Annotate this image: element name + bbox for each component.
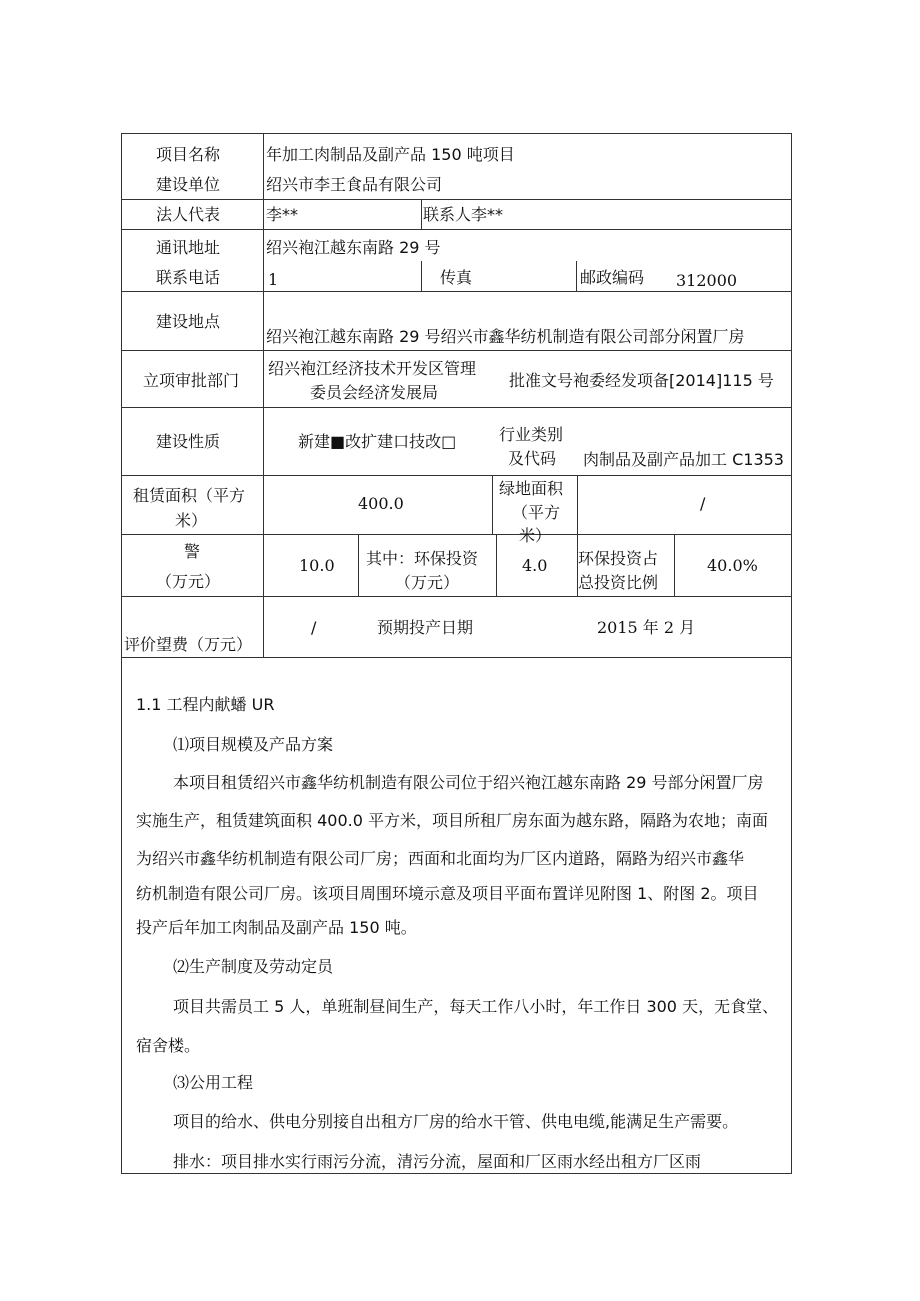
invest-label-line1: 警: [184, 542, 201, 561]
col-divider: [421, 199, 422, 229]
row-divider: [121, 596, 792, 597]
postcode-value: 312000: [676, 271, 738, 290]
env-ratio-label-line1: 环保投资占: [578, 549, 659, 568]
green-area-label-line3: 米）: [519, 526, 552, 545]
invest-label-line2: （万元）: [156, 572, 221, 591]
paragraph-line: 为绍兴市鑫华纺机制造有限公司厂房；西面和北面均为厂区内道路，隔路为绍兴市鑫华: [136, 849, 745, 868]
approval-dept-line2: 委员会经济发展局: [310, 383, 439, 402]
subheading-staffing: ⑵生产制度及劳动定员: [173, 957, 334, 976]
site-label: 建设地点: [156, 312, 221, 331]
rent-area-label-line2: 米）: [175, 511, 208, 530]
operation-date-value: 2015 年 2 月: [597, 618, 696, 637]
paragraph-line: 宿舍楼。: [136, 1036, 201, 1055]
col-divider: [496, 534, 497, 596]
green-area-value: /: [700, 494, 706, 513]
builder-label: 建设单位: [156, 175, 221, 194]
contact-person: 联系人李**: [423, 205, 504, 224]
legal-rep-value: 李**: [266, 205, 299, 224]
row-divider: [121, 199, 792, 200]
paragraph-line: 项目共需员工 5 人，单班制昼间生产，每天工作八小时，年工作日 300 天，无食堂、: [173, 997, 779, 1016]
green-area-label-line1: 绿地面积: [499, 479, 564, 498]
col-divider: [358, 534, 359, 596]
row-divider: [121, 350, 792, 351]
operation-date-label: 预期投产日期: [377, 618, 474, 637]
row-divider: [121, 291, 792, 292]
phone-value: 1: [268, 270, 279, 289]
postcode-label: 邮政编码: [580, 268, 645, 287]
col-divider: [263, 133, 264, 657]
legal-rep-label: 法人代表: [156, 205, 221, 224]
nature-value: 新建■改扩建口技改□: [298, 432, 457, 451]
subheading-utilities: ⑶公用工程: [173, 1073, 254, 1092]
rent-area-value: 400.0: [358, 494, 404, 513]
row-divider: [121, 534, 792, 535]
subheading-scale: ⑴项目规模及产品方案: [173, 735, 334, 754]
paragraph-line: 纺机制造有限公司厂房。该项目周围环境示意及项目平面布置详见附图 1、附图 2。项目: [136, 884, 759, 903]
nature-label: 建设性质: [156, 432, 221, 451]
industry-label-line1: 行业类别: [499, 425, 564, 444]
site-value: 绍兴袍江越东南路 29 号绍兴市鑫华纺机制造有限公司部分闲置厂房: [266, 327, 745, 346]
col-divider: [577, 475, 578, 534]
col-divider: [674, 534, 675, 596]
paragraph-line: 本项目租赁绍兴市鑫华纺机制造有限公司位于绍兴袍江越东南路 29 号部分闲置厂房: [173, 773, 764, 792]
env-ratio-value: 40.0%: [707, 556, 758, 575]
industry-label-line2: 及代码: [508, 449, 557, 468]
paragraph-line: 项目的给水、供电分别接自出租方厂房的给水干管、供电电缆,能满足生产需要。: [173, 1112, 739, 1131]
eval-fee-value: /: [311, 618, 317, 637]
env-ratio-label-line2: 总投资比例: [578, 573, 659, 592]
phone-label: 联系电话: [156, 268, 221, 287]
row-divider: [121, 407, 792, 408]
industry-value: 肉制品及副产品加工 C1353: [583, 450, 784, 469]
paragraph-line: 排水：项目排水实行雨污分流，清污分流，屋面和厂区雨水经出租方厂区雨: [173, 1152, 702, 1171]
section-title: 1.1 工程内献蟠 UR: [136, 695, 275, 714]
rent-area-label-line1: 租赁面积（平方: [133, 486, 246, 505]
env-invest-label-line1: 其中：环保投资: [366, 549, 479, 568]
paragraph-line: 实施生产，租赁建筑面积 400.0 平方米，项目所租厂房东面为越东路，隔路为农地；南面: [136, 811, 768, 830]
green-area-clip: [492, 526, 577, 545]
approval-number: 批准文号袍委经发项备[2014]115 号: [509, 371, 774, 390]
row-divider: [121, 229, 792, 230]
row-divider: [121, 475, 792, 476]
builder-value: 绍兴市李王食品有限公司: [266, 175, 443, 194]
paragraph-line: 投产后年加工肉制品及副产品 150 吨。: [136, 918, 417, 937]
address-label: 通讯地址: [156, 238, 221, 257]
env-invest-value: 4.0: [522, 556, 548, 575]
address-value: 绍兴袍江越东南路 29 号: [266, 238, 441, 257]
approval-dept-line1: 绍兴袍江经济技术开发区管理: [268, 359, 477, 378]
col-divider: [576, 261, 577, 291]
env-invest-label-line2: （万元）: [395, 573, 460, 592]
green-area-label-line2: （平方: [512, 503, 561, 522]
col-divider: [421, 261, 422, 291]
fax-label: 传真: [440, 268, 473, 287]
eval-fee-label: 评价望费（万元）: [124, 635, 253, 654]
project-name-label: 项目名称: [156, 145, 221, 164]
invest-total-value: 10.0: [299, 556, 335, 575]
row-divider: [121, 657, 792, 658]
project-name-value: 年加工肉制品及副产品 150 吨项目: [266, 145, 515, 164]
approval-dept-label: 立项审批部门: [143, 371, 240, 390]
